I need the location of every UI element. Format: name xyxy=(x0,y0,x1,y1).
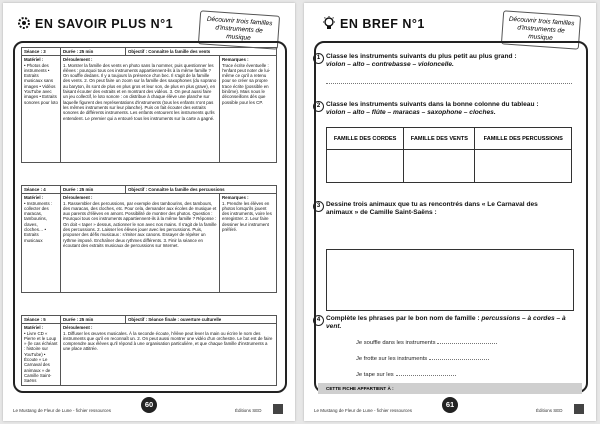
deroulement-heading: Déroulement : xyxy=(63,325,93,331)
page-number: 61 xyxy=(442,397,458,413)
publisher-name: Éditions SED xyxy=(235,408,262,413)
page-footer: Le Mustang de Fleur de Lune - fichier ressources xyxy=(13,408,112,413)
question-3: Dessine trois animaux que tu as rencontrés dans « Le Carnaval des animaux » de Camille Saint-Saëns : xyxy=(326,201,538,216)
question-answers: percussions – à cordes – à vent. xyxy=(326,315,566,330)
session-objective: Objectif : Connaître la famille des percussions xyxy=(126,186,277,194)
session-table-4 xyxy=(21,185,277,293)
question-number: 2 xyxy=(313,101,324,112)
question-1 xyxy=(326,53,566,69)
page-footer: Le Mustang de Fleur de Lune - fichier ressources xyxy=(314,408,413,413)
question-number: 1 xyxy=(313,53,324,64)
page-title: EN BREF N°1 xyxy=(340,17,425,31)
table-cell-cordes[interactable] xyxy=(327,150,404,183)
remarques-heading: Remarques : xyxy=(222,195,249,201)
materiel-heading: Matériel : xyxy=(24,195,44,201)
page-number: 60 xyxy=(141,397,157,413)
owner-label: CETTE FICHE APPARTIENT À : xyxy=(326,386,394,391)
question-answers: violon – alto – contrebasse – violoncelle. xyxy=(326,61,454,68)
session-table-5 xyxy=(21,315,277,386)
question-text: Classe les instruments suivants du plus petit au plus grand : xyxy=(326,53,517,60)
fill-blank[interactable] xyxy=(437,339,497,344)
table-header-percussions: FAMILLE DES PERCUSSIONS xyxy=(475,128,572,150)
fill-blank[interactable] xyxy=(396,371,456,376)
session-number: Séance : 4 xyxy=(22,186,61,194)
sentence-text: Je tape sur les xyxy=(356,372,394,378)
sentence-text: Je souffle dans les instruments xyxy=(356,340,436,346)
deroulement-heading: Déroulement : xyxy=(63,57,93,63)
session-duration: Durée : 25 min xyxy=(61,316,126,324)
session-number: Séance : 5 xyxy=(22,316,61,324)
question-2 xyxy=(326,101,566,117)
materiel-text: • Livre CD « Pierre et le Loup » (le cas échéant : histoire sur YouTube) • Écoute « Le Carnaval des animaux » de Camille Saint-Saëns xyxy=(24,330,58,384)
sentence-3 xyxy=(356,371,456,378)
page-title: EN SAVOIR PLUS N°1 xyxy=(35,17,174,31)
question-4 xyxy=(326,315,566,331)
session-duration: Durée : 25 min xyxy=(61,48,126,56)
materiel-heading: Matériel : xyxy=(24,57,44,63)
deroulement-heading: Déroulement : xyxy=(63,195,93,201)
objective-badge: Découvrir trois familles d'instruments de musique xyxy=(198,10,280,49)
session-objective: Objectif : Connaître la famille des vents xyxy=(126,48,277,56)
deroulement-text: 1. Rassembler des percussions, par exemple des tambourins, des tambours, des maracas, des cloches, etc. Pour cela, demander aux écoles de musique et aux parents d'élèves en amont. Possibilité de montrer des photos. Question : Pourquoi tous ces instruments appartiennent-ils à la même famille ? Réponse : On doit « taper » dessus, actionner le son avec nos mains. Il s'agit de la famille des percussions. 2. Laisser les élèves jouer avec les percussions. Puis, proposer des défis musicaux : s'imiter aux canons. Essayer de répéter un rythme imposé. Enchaîner deux rythmes différents. 3. Finir la séance en écoutant des extraits musicaux de percussions sur Internet. xyxy=(63,200,217,248)
sentence-1 xyxy=(356,339,497,346)
question-text: Classe les instruments suivants dans la bonne colonne du tableau : xyxy=(326,101,539,108)
session-objective: Objectif : Séance finale : ouverture culturelle xyxy=(126,316,277,324)
table-cell-vents[interactable] xyxy=(404,150,475,183)
question-answers: violon – alto – flûte – maracas – saxophone – cloches. xyxy=(326,109,496,116)
session-number: Séance : 3 xyxy=(22,48,61,56)
table-header-cordes: FAMILLE DES CORDES xyxy=(327,128,404,150)
materiel-text: • Instruments : collecter des maracas, tambourins, claves, cloches… • Extraits musicaux xyxy=(24,200,53,243)
sentence-text: Je frotte sur les instruments xyxy=(356,356,428,362)
question-text: Complète les phrases par le bon nom de famille : xyxy=(326,315,480,322)
sentence-2 xyxy=(356,355,489,362)
table-header-vents: FAMILLE DES VENTS xyxy=(404,128,475,150)
answer-line[interactable] xyxy=(326,83,572,84)
drawing-box[interactable] xyxy=(326,249,574,311)
question-number: 3 xyxy=(313,201,324,212)
right-page xyxy=(304,3,596,421)
session-table-3 xyxy=(21,47,277,163)
materiel-heading: Matériel : xyxy=(24,325,44,331)
publisher-logo-icon xyxy=(574,404,584,414)
remarques-heading: Remarques : xyxy=(222,57,249,63)
deroulement-text: 1. Diffuser les œuvres musicales. À la seconde écoute, l'élève peut lever la main ou écrire le nom des instruments que qu'il en reconnaît un. 2. On peut aussi montrer une vidéo d'un orchestre. Le but est de faire comprendre aux élèves qu'il répond à une organisation particulière, et que chaque famille d'instruments a une place attitrée. xyxy=(63,330,273,352)
gear-icon xyxy=(17,16,31,30)
question-number: 4 xyxy=(313,315,324,326)
fill-blank[interactable] xyxy=(429,355,489,360)
lightbulb-icon xyxy=(322,16,336,30)
session-duration: Durée : 25 min xyxy=(61,186,126,194)
remarques-text: 1. Prendre les élèves en photos lorsqu'ils jouent des instruments, voire les enregistrer. 2. Leur faire dessiner leur instrument préféré. xyxy=(222,200,272,233)
publisher-logo-icon xyxy=(273,404,283,414)
owner-bar[interactable] xyxy=(318,383,582,394)
remarques-text: Trace écrite éventuelle : l'enfant peut noter de lui-même ce qu'il a retenu pour se créer sa propre trace écrite (possible en binôme). Mais nous le déconseillons dès que possible pour les CP. xyxy=(222,62,271,105)
table-cell-percussions[interactable] xyxy=(475,150,572,183)
objective-badge: Découvrir trois familles d'instruments de musique xyxy=(501,10,581,49)
publisher-name: Éditions SED xyxy=(536,408,563,413)
family-table xyxy=(326,127,572,183)
deroulement-text: 1. Montrer la famille des vents en photo sans la nommer, puis questionner les élèves : pourquoi tous ces instruments appartiennent-ils à la même famille ? On souffle dedans. Il y a toujours la présence d'un bec. Il s'agit de la famille des vents. 2. On peut faire un zoom sur la famille des saxophones (du soprano au baryton, ils sont de plus en plus gros et leur son, de plus en plus grave), en faisant écouter des extraits et en montrant des vidéos. 3. On peut aussi faire un jeu collectif, le loto sonore : on distribue à chaque élève une planche sur laquelle figurent des représentations d'instruments (tous les enfants n'ont pas les mêmes instruments sur leur planche). Puis on fait écouter des extraits sonores de différents instruments. Les enfants entourent les instruments qu'ils entendent. Le premier qui a entouré tous les instruments sur la carte a gagné. xyxy=(63,62,217,121)
materiel-text: • Photos des instruments • Extraits musicaux sans images • Vidéos YouTube avec images • Extraits sonores pour loto xyxy=(24,62,58,105)
left-page xyxy=(3,3,295,421)
